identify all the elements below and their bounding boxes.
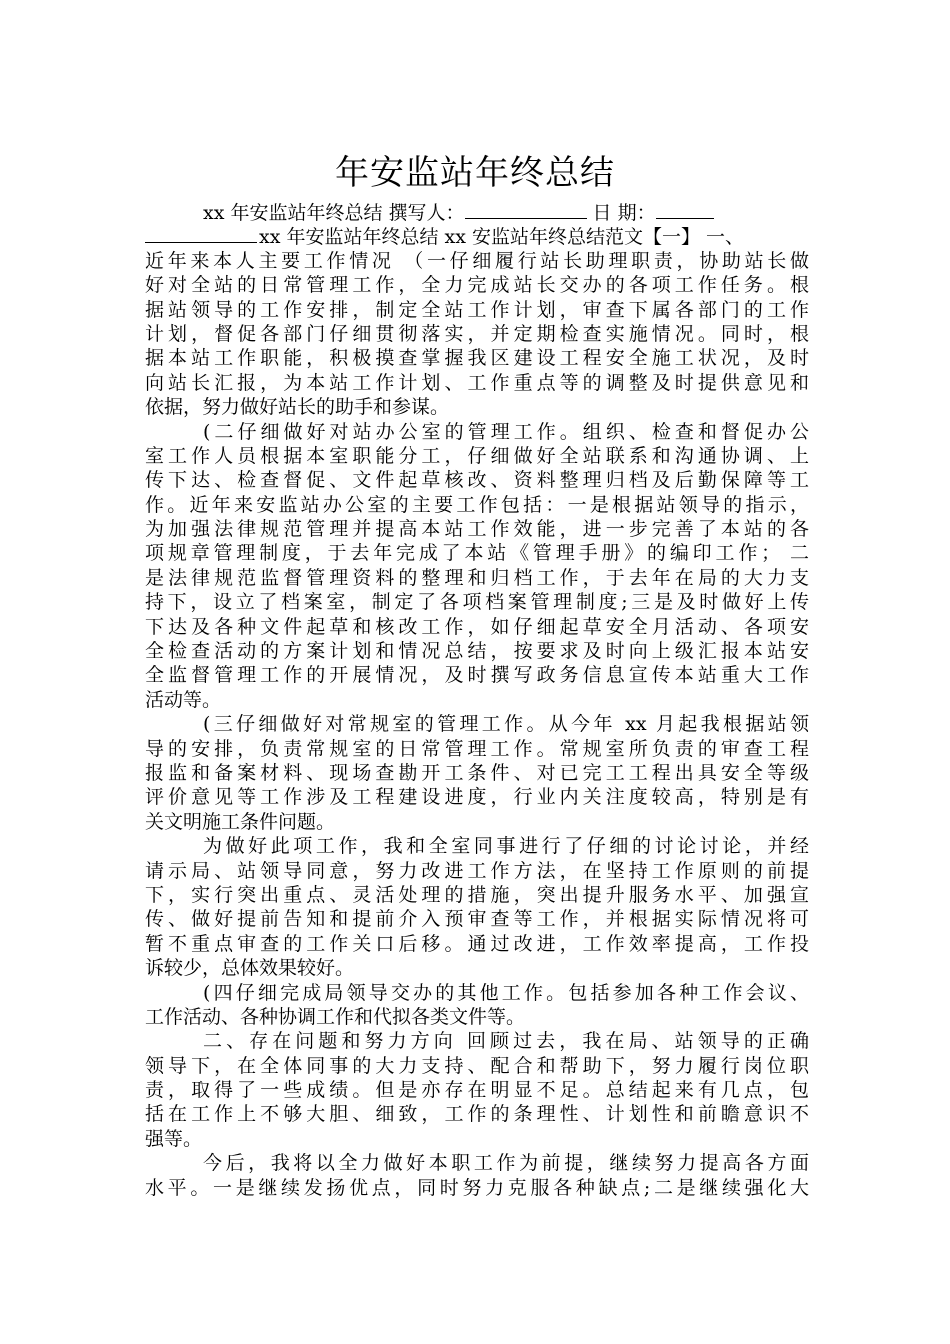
text-line: 项规章管理制度，于去年完成了本站《管理手册》的编印工作； 二: [145, 542, 809, 565]
date-blank-cont: [145, 224, 257, 243]
text-line: 括在工作上不够大胆、细致，工作的条理性、计划性和前瞻意识不: [145, 1103, 809, 1126]
text-line: (三仔细做好对常规室的管理工作。从今年 xx 月起我根据站领: [203, 713, 809, 736]
text-line: 为加强法律规范管理并提高本站工作效能，进一步完善了本站的各: [145, 518, 809, 541]
line-text: xx 年安监站年终总结 xx 安监站年终总结范文【一】 一、: [259, 226, 745, 249]
text-line: 请示局、站领导同意，努力改进工作方法，在坚持工作原则的前提: [145, 859, 809, 882]
text-line: 全监督管理工作的开展情况，及时撰写政务信息宣传本站重大工作: [145, 664, 809, 687]
text-line: 为做好此项工作，我和全室同事进行了仔细的讨论讨论，并经: [203, 835, 809, 858]
text-line: 室工作人员根据本室职能分工，仔细做好全站联系和沟通协调、上: [145, 444, 809, 467]
text-line: 今后，我将以全力做好本职工作为前提，继续努力提高各方面: [203, 1152, 809, 1175]
document-title: 年安监站年终总结: [335, 152, 615, 193]
text-line: 向站长汇报，为本站工作计划、工作重点等的调整及时提供意见和: [145, 371, 809, 394]
text-line: 计划，督促各部门仔细贯彻落实，并定期检查实施情况。同时，根: [145, 322, 809, 345]
text-line: 工作活动、各种协调工作和代拟各类文件等。: [145, 1005, 526, 1028]
text-line: 水平。一是继续发扬优点，同时努力克服各种缺点;二是继续强化大: [145, 1176, 809, 1199]
text-line: 下达及各种文件起草和核改工作，如仔细起草安全月活动、各项安: [145, 615, 809, 638]
text-line: 诉较少，总体效果较好。: [145, 957, 355, 980]
text-line: 下，实行突出重点、灵活处理的措施，突出提升服务水平、加强宣: [145, 883, 809, 906]
text-line: 全检查活动的方案计划和情况总结，按要求及时向上级汇报本站安: [145, 640, 809, 663]
author-label: xx 年安监站年终总结 撰写人：: [203, 202, 465, 224]
text-line: 是法律规范监督管理资料的整理和归档工作，于去年在局的大力支: [145, 566, 809, 589]
text-line: 依据，努力做好站长的助手和参谋。: [145, 396, 450, 419]
text-line: 据本站工作职能，积极摸查掌握我区建设工程安全施工状况，及时: [145, 347, 809, 370]
text-line: 二、存在问题和努力方向 回顾过去，我在局、站领导的正确: [203, 1030, 809, 1053]
document-body: [145, 200, 809, 1200]
text-line: (二仔细做好对站办公室的管理工作。组织、检查和督促办公: [203, 420, 809, 443]
text-line: 导的安排，负责常规室的日常管理工作。常规室所负责的审查工程: [145, 737, 809, 760]
text-line: 关文明施工条件问题。: [145, 810, 336, 833]
text-line: 领导下，在全体同事的大力支持、配合和帮助下，努力履行岗位职: [145, 1054, 809, 1077]
text-line: 暂不重点审查的工作关口后移。通过改进，工作效率提高，工作投: [145, 932, 809, 955]
text-line: 持下，设立了档案室，制定了各项档案管理制度;三是及时做好上传: [145, 591, 809, 614]
date-label: 日 期：: [586, 202, 656, 224]
text-line: (四仔细完成局领导交办的其他工作。包括参加各种工作会议、: [203, 981, 809, 1004]
author-blank: [465, 200, 587, 219]
text-line: 传、做好提前告知和提前介入预审查等工作，并根据实际情况将可: [145, 908, 809, 931]
text-line: 近年来本人主要工作情况 （一仔细履行站长助理职责，协助站长做: [145, 249, 809, 272]
text-line: 报监和备案材料、现场查勘开工条件、对已完工工程出具安全等级: [145, 761, 809, 784]
text-line: 活动等。: [145, 688, 222, 711]
text-line: [145, 224, 809, 248]
text-line: 评价意见等工作涉及工程建设进度，行业内关注度较高，特别是有: [145, 786, 809, 809]
date-blank: [656, 200, 714, 219]
text-line: 责，取得了一些成绩。但是亦存在明显不足。总结起来有几点，包: [145, 1079, 809, 1102]
text-line: 强等。: [145, 1127, 203, 1150]
text-line: [145, 200, 809, 224]
text-line: 据站领导的工作安排，制定全站工作计划，审查下属各部门的工作: [145, 298, 809, 321]
text-line: 传下达、检查督促、文件起草核改、资料整理归档及后勤保障等工: [145, 469, 809, 492]
text-line: 好对全站的日常管理工作，全力完成站长交办的各项工作任务。根: [145, 274, 809, 297]
text-line: 作。近年来安监站办公室的主要工作包括：一是根据站领导的指示，: [145, 493, 809, 516]
